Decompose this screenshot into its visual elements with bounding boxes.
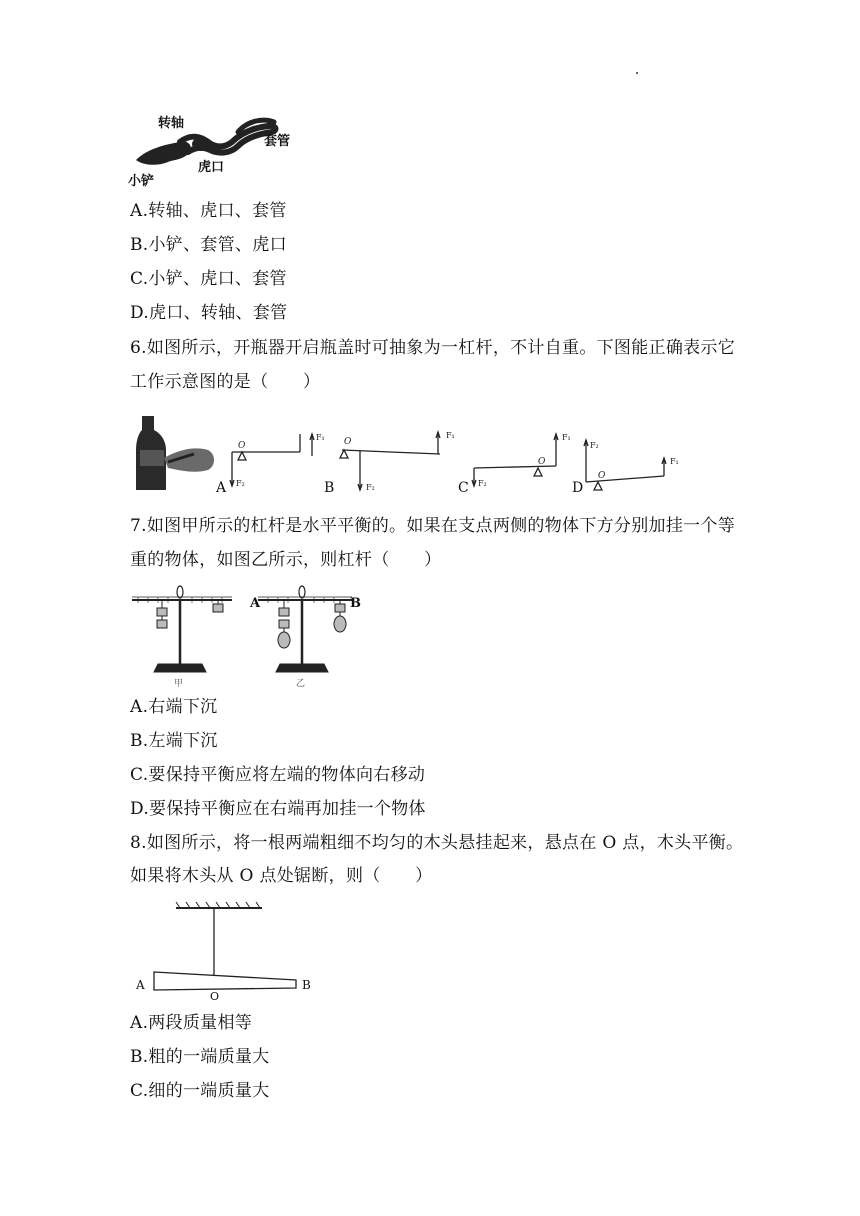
diagram-a-letter: A xyxy=(216,480,227,496)
svg-text:F₂: F₂ xyxy=(478,479,487,488)
svg-text:F₂: F₂ xyxy=(366,483,375,492)
diagram-d xyxy=(584,440,679,490)
label-wood-a: A xyxy=(136,978,145,992)
q7-stem-line1: 7.如图甲所示的杠杆是水平平衡的。如果在支点两侧的物体下方分别加挂一个等 xyxy=(130,516,736,536)
svg-text:F₂: F₂ xyxy=(236,479,245,488)
q6-stem-line1: 6.如图所示，开瓶器开启瓶盖时可抽象为一杠杆，不计自重。下图能正确表示它 xyxy=(130,338,736,358)
q7-stem-line2: 重的物体，如图乙所示，则杠杆（ ） xyxy=(130,550,442,570)
label-sleeve: 套管 xyxy=(264,134,291,149)
diagram-c xyxy=(472,433,571,488)
svg-text:O: O xyxy=(344,437,352,447)
label-point-o: O xyxy=(210,990,220,1003)
q6-lever-diagrams xyxy=(128,410,688,500)
q8-option-b: B.粗的一端质量大 xyxy=(130,1047,270,1067)
diagram-a xyxy=(230,433,325,488)
q8-option-a: A.两段质量相等 xyxy=(130,1013,253,1033)
q7-option-a: A.右端下沉 xyxy=(130,697,218,717)
q8-option-c: C.细的一端质量大 xyxy=(130,1081,270,1101)
label-jaw: 虎口 xyxy=(198,160,225,175)
q7-option-d: D.要保持平衡应在右端再加挂一个物体 xyxy=(130,799,426,819)
diagram-b-letter: B xyxy=(324,480,335,496)
q8-wood-drawing xyxy=(130,896,320,1002)
balance-jia xyxy=(132,586,232,672)
q5-option-a: A.转轴、虎口、套管 xyxy=(130,201,287,221)
label-shovel: 小铲 xyxy=(128,174,155,189)
q5-option-c: C.小铲、虎口、套管 xyxy=(130,269,287,289)
q6-figure xyxy=(128,410,688,500)
label-end-a: A xyxy=(250,596,261,611)
caption-jia: 甲 xyxy=(174,679,184,689)
q7-figure xyxy=(128,580,361,690)
svg-text:F₁: F₁ xyxy=(562,433,571,442)
diagram-c-letter: C xyxy=(458,480,469,496)
label-pivot: 转轴 xyxy=(158,116,185,131)
q7-option-b: B.左端下沉 xyxy=(130,731,218,751)
svg-text:F₁: F₁ xyxy=(446,431,455,440)
svg-text:O: O xyxy=(538,457,546,467)
q5-option-d: D.虎口、转轴、套管 xyxy=(130,303,288,323)
page-mark xyxy=(636,72,638,74)
q6-stem-line2: 工作示意图的是（ ） xyxy=(130,372,321,392)
pliers-figure xyxy=(128,108,308,188)
q8-figure xyxy=(130,896,320,1002)
q7-option-c: C.要保持平衡应将左端的物体向右移动 xyxy=(130,765,426,785)
label-wood-b: B xyxy=(302,978,311,992)
diagram-d-letter: D xyxy=(572,480,584,496)
q8-stem-line1: 8.如图所示，将一根两端粗细不均匀的木头悬挂起来，悬点在 O 点，木头平衡。 xyxy=(130,833,744,853)
balance-yi xyxy=(258,586,352,672)
svg-text:O: O xyxy=(238,441,246,451)
q5-option-b: B.小铲、套管、虎口 xyxy=(130,235,287,255)
svg-text:O: O xyxy=(598,471,606,481)
caption-yi: 乙 xyxy=(296,679,306,689)
svg-text:F₂: F₂ xyxy=(590,441,599,450)
q7-balance-drawings xyxy=(128,580,358,690)
bottle-opener-photo xyxy=(132,412,222,498)
q8-stem-line2: 如果将木头从 O 点处锯断，则（ ） xyxy=(130,866,433,886)
svg-text:F₁: F₁ xyxy=(670,457,679,466)
label-end-b: B xyxy=(350,596,361,611)
svg-text:F₁: F₁ xyxy=(316,433,325,442)
diagram-b xyxy=(340,431,455,492)
